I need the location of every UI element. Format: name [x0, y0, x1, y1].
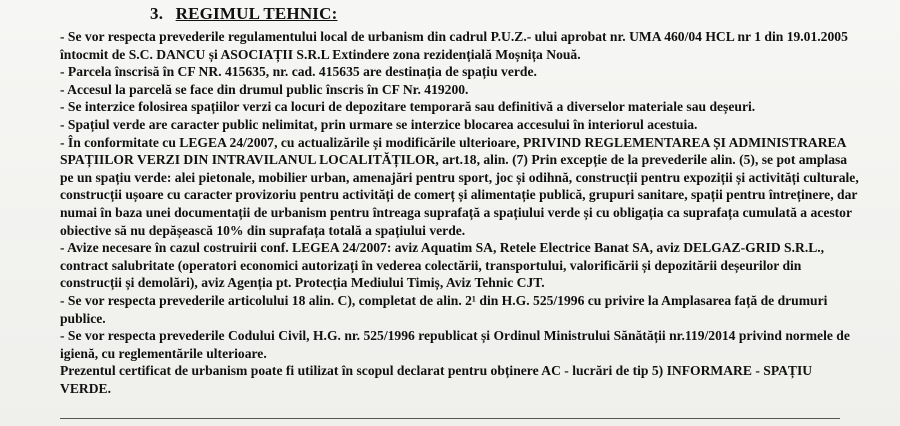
paragraph-article-18: - Se vor respecta prevederile articolului 18 alin. C), completat de alin. 2¹ din H.G. 525/1996 cu privire la Amplasarea față de drumuri publice.: [60, 292, 828, 326]
paragraph-certificate-usage: Prezentul certificat de urbanism poate fi utilizat în scopul declarat pentru obținere AC - lucrări de tip 5) INFORMARE - SPAȚIU VERDE.: [60, 363, 813, 396]
paragraph-law-24-2007: - În conformitate cu LEGEA 24/2007, cu actualizările și modificările ulterioare, PRIVIND REGLEMENTAREA ȘI ADMINISTRAREA SPAȚIILOR VERZI DIN INTRAVILANUL LOCALITĂȚILOR, art.18, alin. (7) Prin excepție de la prevederile alin. (5), se pot amplasa pe un spațiu verde: alei pietonale, mobilier urban, amenajări pentru sport, joc și odihnă, construcții pentru expoziții și activități culturale, construcții ușoare cu caracter provizoriu pentru activități de comerț și alimentație publică, grupuri sanitare, spații pentru întreținere, dar numai în baza unei documentații de urbanism pentru întreaga suprafață a spațiului verde și cu obligația ca suprafața cumulată a acestor obiective să nu depășească 10% din suprafața totală a spațiului verde.: [60, 134, 859, 238]
paragraph-parcel-access: - Accesul la parcelă se face din drumul public înscris în CF Nr. 419200.: [60, 81, 469, 97]
paragraph-required-approvals: - Avize necesare în cazul costruirii conf. LEGEA 24/2007: aviz Aquatim SA, Retele Electrice Banat SA, aviz DELGAZ-GRID S.R.L., contract salubritate (operatori economici autorizați în vederea colectării, transportului, valorificării și depozitării deșeurilor din construcții și demolări), aviz Agenția pt. Protecția Mediului Timiș, Aviz Tehnic CJT.: [60, 240, 825, 291]
section-title: REGIMUL TEHNIC:: [175, 4, 338, 23]
paragraph-parcel-destination: - Parcela înscrisă în CF NR. 415635, nr. cad. 415635 are destinația de spațiu verde.: [60, 64, 537, 80]
section-number: 3.: [150, 4, 164, 23]
paragraph-puz-regulations: - Se vor respecta prevederile regulamentului local de urbanism din cadrul P.U.Z.- ului aprobat nr. UMA 460/04 HCL nr 1 din 19.01.2005 întocmit de S.C. DANCU și ASOCIAȚII S.R.L Extindere zona rezidențială Moșnița Nouă.: [60, 29, 848, 62]
paragraph-storage-prohibition: - Se interzice folosirea spațiilor verzi ca locuri de depozitare temporară sau definitivă a diverselor materiale sau deșeuri.: [60, 99, 756, 115]
section-body: [60, 28, 860, 397]
page-bottom-divider: [60, 418, 840, 419]
paragraph-public-character: - Spațiul verde are caracter public nelimitat, prin urmare se interzice blocarea accesului în interiorul acestuia.: [60, 116, 698, 132]
paragraph-civil-code: - Se vor respecta prevederile Codului Civil, H.G. nr. 525/1996 republicat și Ordinul Ministrului Sănătății nr.119/2014 privind normele de igienă, cu reglementările ulterioare.: [60, 328, 850, 361]
section-heading: [150, 4, 337, 24]
